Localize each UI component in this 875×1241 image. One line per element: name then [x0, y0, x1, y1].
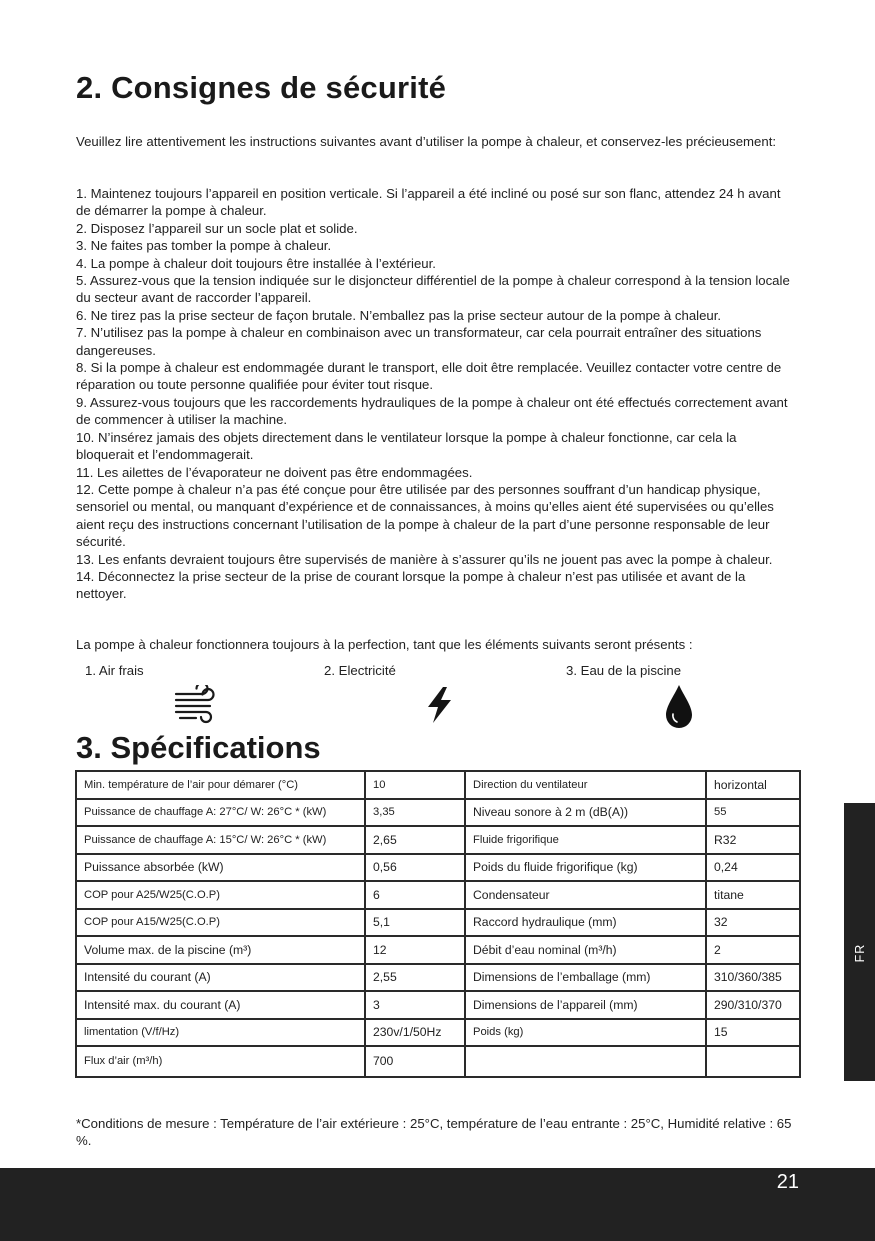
safety-intro: Veuillez lire attentivement les instructions suivantes avant d’utiliser la pompe à chaleur, et conservez-les précieusement: — [76, 134, 777, 149]
safety-rule: 4. La pompe à chaleur doit toujours être installée à l’extérieur. — [76, 255, 436, 271]
spec-label: Fluide frigorifique — [465, 826, 706, 854]
table-row — [76, 909, 800, 937]
spec-label: Min. température de l’air pour démarer (°C) — [76, 771, 365, 799]
measurement-footnote: *Conditions de mesure : Température de l’air extérieure : 25°C, température de l’eau entrante : 25°C, Humidité relative : 65 %. — [76, 1116, 792, 1149]
spec-label: Dimensions de l’appareil (mm) — [465, 991, 706, 1019]
spec-label: Niveau sonore à 2 m (dB(A)) — [465, 799, 706, 827]
table-row — [76, 854, 800, 882]
table-row — [76, 771, 800, 799]
table-row — [76, 936, 800, 964]
spec-label: Poids (kg) — [465, 1019, 706, 1047]
spec-value: R32 — [706, 826, 800, 854]
spec-value: 230v/1/50Hz — [365, 1019, 465, 1047]
spec-value: 55 — [706, 799, 800, 827]
requirement-electricity-label: 2. Electricité — [324, 663, 396, 678]
section-title-safety: 2. Consignes de sécurité — [76, 70, 447, 105]
spec-label: Volume max. de la piscine (m³) — [76, 936, 365, 964]
safety-rule: 13. Les enfants devraient toujours être supervisés de manière à s’assurer qu’ils ne jouent pas avec la pompe à chaleur. — [76, 551, 773, 567]
table-row — [76, 1046, 800, 1077]
spec-value: 2 — [706, 936, 800, 964]
safety-rule: 8. Si la pompe à chaleur est endommagée durant le transport, elle doit être remplacée. Veuillez contacter votre centre de réparation ou toute personne qualifiée pour éviter tout risque. — [76, 360, 782, 393]
spec-label: Intensité du courant (A) — [76, 964, 365, 992]
spec-label: Puissance absorbée (kW) — [76, 854, 365, 882]
table-row — [76, 1019, 800, 1047]
safety-rule: 6. Ne tirez pas la prise secteur de façon brutale. N’emballez pas la prise secteur autour de la pompe à chaleur. — [76, 307, 722, 323]
requirement-air-label: 1. Air frais — [85, 663, 144, 678]
safety-rule: 1. Maintenez toujours l’appareil en position verticale. Si l’appareil a été incliné ou posé sur son flanc, attendez 24 h avant de démarrer la pompe à chaleur. — [76, 186, 781, 219]
spec-value: 12 — [365, 936, 465, 964]
spec-value: 10 — [365, 771, 465, 799]
spec-value: 290/310/370 — [706, 991, 800, 1019]
spec-value: 3,35 — [365, 799, 465, 827]
safety-rule: 14. Déconnectez la prise secteur de la prise de courant lorsque la pompe à chaleur n’est pas utilisée et avant de la nettoyer. — [76, 568, 746, 602]
requirement-water-label: 3. Eau de la piscine — [566, 663, 682, 678]
spec-label: Débit d’eau nominal (m³/h) — [465, 936, 706, 964]
requirements-intro: La pompe à chaleur fonctionnera toujours à la perfection, tant que les éléments suivants seront présents : — [76, 637, 693, 652]
safety-rule: 9. Assurez-vous toujours que les raccordements hydrauliques de la pompe à chaleur ont été effectués correctement avant de commencer à utiliser la machine. — [76, 394, 788, 428]
lightning-icon — [423, 686, 455, 724]
spec-value: 6 — [365, 881, 465, 909]
table-row — [76, 964, 800, 992]
spec-label: Raccord hydraulique (mm) — [465, 909, 706, 937]
safety-rules-list — [76, 185, 798, 603]
language-tab — [844, 803, 875, 1081]
section-title-specifications: 3. Spécifications — [76, 730, 321, 765]
spec-label: Puissance de chauffage A: 27°C/ W: 26°C * (kW) — [76, 799, 365, 827]
spec-label: Poids du fluide frigorifique (kg) — [465, 854, 706, 882]
spec-value: 700 — [365, 1046, 465, 1077]
water-drop-icon — [664, 684, 694, 730]
footer-bar — [0, 1168, 875, 1241]
safety-rule: 12. Cette pompe à chaleur n’a pas été conçue pour être utilisée par des personnes souffrant d’un handicap physique, sensoriel ou mental, ou manquant d’expérience et de connaissances, à moins qu’elles aient été supervisées ou qu’elles aient reçu des instructions concernant l’utilisation de la pompe à chaleur de la part d’une personne responsable de leur sécurité. — [76, 481, 774, 550]
language-tab-label: FR — [852, 943, 867, 963]
spec-value: 310/360/385 — [706, 964, 800, 992]
table-row — [76, 799, 800, 827]
spec-label: Direction du ventilateur — [465, 771, 706, 799]
spec-label: limentation (V/f/Hz) — [76, 1019, 365, 1047]
table-row — [76, 881, 800, 909]
safety-rule: 2. Disposez l’appareil sur un socle plat et solide. — [76, 220, 358, 236]
safety-rule: 5. Assurez-vous que la tension indiquée sur le disjoncteur différentiel de la pompe à chaleur correspond à la tension locale du secteur avant de raccorder l’appareil. — [76, 273, 790, 306]
spec-value: titane — [706, 881, 800, 909]
spec-label: Condensateur — [465, 881, 706, 909]
spec-value: 3 — [365, 991, 465, 1019]
spec-label: Puissance de chauffage A: 15°C/ W: 26°C * (kW) — [76, 826, 365, 854]
spec-value: horizontal — [706, 771, 800, 799]
wind-icon — [172, 685, 218, 725]
table-row — [76, 991, 800, 1019]
spec-value: 0,56 — [365, 854, 465, 882]
spec-label: COP pour A15/W25(C.O.P) — [76, 909, 365, 937]
spec-label — [465, 1046, 706, 1077]
spec-value — [706, 1046, 800, 1077]
safety-rule: 11. Les ailettes de l’évaporateur ne doivent pas être endommagées. — [76, 464, 473, 480]
spec-label: COP pour A25/W25(C.O.P) — [76, 881, 365, 909]
safety-rule: 10. N’insérez jamais des objets directement dans le ventilateur lorsque la pompe à chaleur fonctionne, car cela la bloquerait et l’endommagerait. — [76, 429, 737, 463]
spec-label: Flux d’air (m³/h) — [76, 1046, 365, 1077]
spec-label: Dimensions de l’emballage (mm) — [465, 964, 706, 992]
spec-value: 5,1 — [365, 909, 465, 937]
specifications-table — [75, 770, 801, 1078]
table-row — [76, 826, 800, 854]
spec-label: Intensité max. du courant (A) — [76, 991, 365, 1019]
spec-value: 32 — [706, 909, 800, 937]
spec-value: 2,55 — [365, 964, 465, 992]
spec-value: 15 — [706, 1019, 800, 1047]
spec-value: 2,65 — [365, 826, 465, 854]
safety-rule: 3. Ne faites pas tomber la pompe à chaleur. — [76, 238, 332, 254]
spec-value: 0,24 — [706, 854, 800, 882]
page-number: 21 — [776, 1171, 799, 1193]
safety-rule: 7. N’utilisez pas la pompe à chaleur en combinaison avec un transformateur, car cela pourrait entraîner des situations dangereuses. — [76, 325, 762, 358]
